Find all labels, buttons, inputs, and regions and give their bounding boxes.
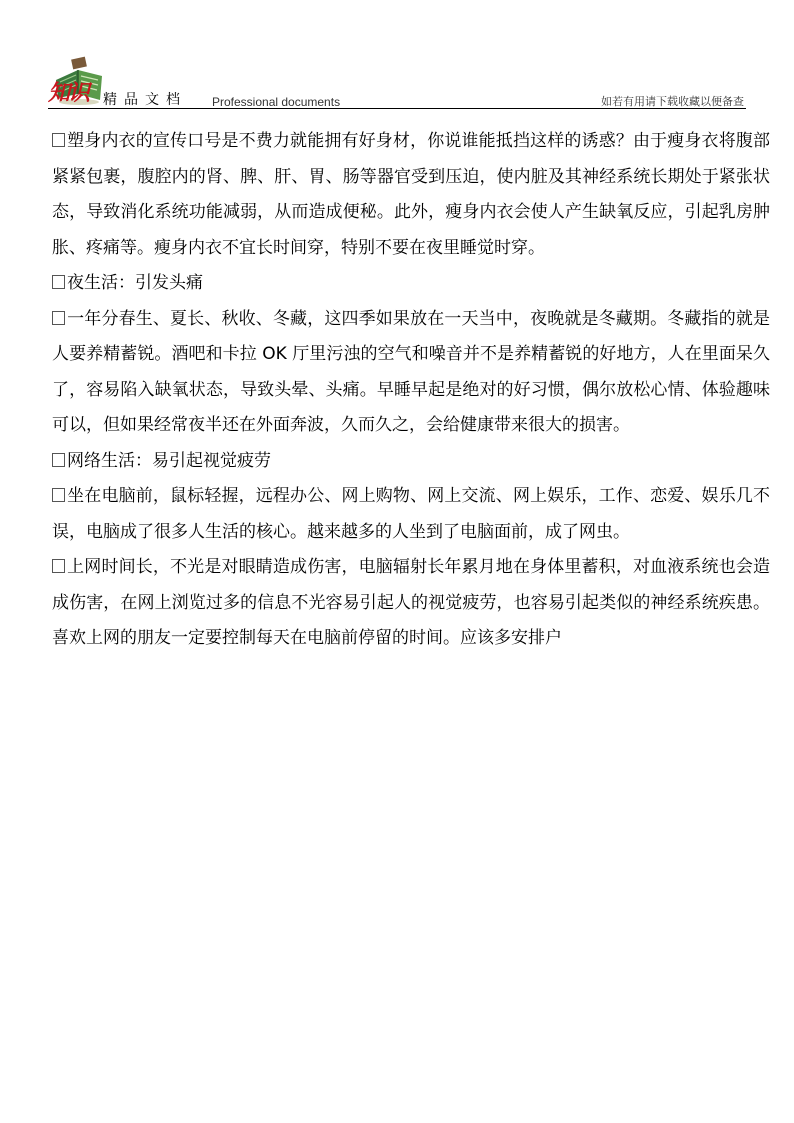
bullet-box-icon — [52, 311, 65, 325]
paragraph-text: 塑身内衣的宣传口号是不费力就能拥有好身材，你说谁能抵挡这样的诱惑？由于瘦身衣将腹部紧紧包裹，腹腔内的肾、脾、肝、胃、肠等器官受到压迫，使内脏及其神经系统长期处于紧张状态，导致消化系统功能减弱，从而造成便秘。此外，瘦身内衣会使人产生缺氧反应，引起乳房肿胀、疼痛等。瘦身内衣不宜长时间穿，特别不要在夜里睡觉时穿。 — [52, 131, 770, 258]
bullet-box-icon — [52, 559, 65, 573]
paragraph — [52, 550, 770, 657]
logo-wordmark: 知识 — [48, 80, 89, 106]
section-heading — [52, 266, 770, 302]
header-divider — [48, 108, 746, 109]
section-heading-text: 网络生活：易引起视觉疲劳 — [67, 450, 271, 471]
document-body — [52, 124, 770, 657]
bullet-box-icon — [52, 453, 65, 467]
paragraph — [52, 124, 770, 266]
paragraph — [52, 302, 770, 444]
section-heading — [52, 444, 770, 480]
bullet-box-icon — [52, 488, 65, 502]
bullet-box-icon — [52, 275, 65, 289]
section-heading-text: 夜生活：引发头痛 — [67, 273, 203, 293]
header-note: 如若有用请下载收藏以便备查 — [601, 95, 744, 108]
header-title-en: Professional documents — [212, 95, 341, 109]
paragraph-text: 上网时间长，不光是对眼睛造成伤害，电脑辐射长年累月地在身体里蓄积，对血液系统也会造成伤害，在网上浏览过多的信息不光容易引起人的视觉疲劳，也容易引起类似的神经系统疾患。喜欢上网的朋友一定要控制每天在电脑前停留的时间。应该多安排户 — [52, 557, 770, 648]
header-title-cn: 精品文档 — [103, 92, 187, 108]
page-header — [0, 0, 794, 112]
paragraph-text: 一年分春生、夏长、秋收、冬藏，这四季如果放在一天当中，夜晚就是冬藏期。冬藏指的就是人要养精蓄锐。酒吧和卡拉 OK 厅里污浊的空气和噪音并不是养精蓄锐的好地方，人在里面呆久了，容易陷入缺氧状态，导致头晕、头痛。早睡早起是绝对的好习惯，偶尔放松心情、体验趣味可以，但如果经常夜半还在外面奔波，久而久之，会给健康带来很大的损害。 — [52, 308, 770, 435]
bullet-box-icon — [52, 133, 65, 147]
paragraph-text: 坐在电脑前，鼠标轻握，远程办公、网上购物、网上交流、网上娱乐，工作、恋爱、娱乐几不误，电脑成了很多人生活的核心。越来越多的人坐到了电脑面前，成了网虫。 — [52, 486, 770, 542]
paragraph — [52, 479, 770, 550]
